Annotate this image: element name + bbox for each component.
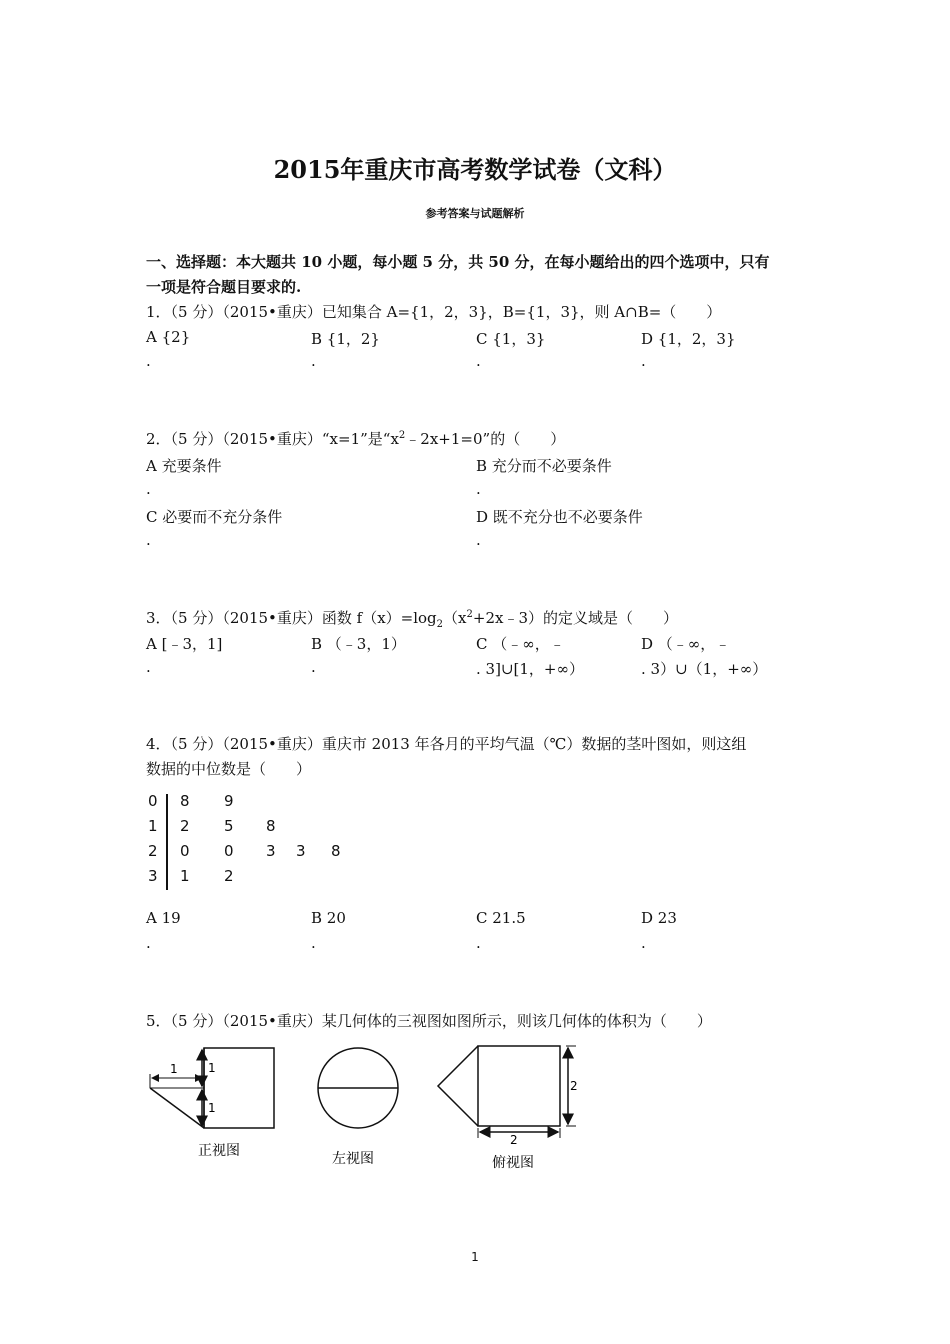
side-view [318,1048,398,1167]
top-view [438,1046,578,1171]
option-dot: . [476,531,481,549]
leaf-value: 8 [266,817,276,835]
leaf-value: 3 [266,842,276,860]
front-dim-height-2: 1 [208,1101,216,1115]
option-dot: . [146,531,151,549]
question-3-option-d: D （﹣∞，﹣ [641,635,731,653]
top-view-label: 俯视图 [492,1155,534,1171]
question-1-option-b: B {1，2} [311,330,380,348]
leaf-value: 2 [180,817,190,835]
front-dim-width: 1 [170,1062,178,1076]
stem-leaf-plot [146,792,366,892]
leaf-value: 1 [180,867,190,885]
option-dot: . [641,934,646,952]
leaf-value: 9 [224,792,234,810]
stem-value: 1 [148,817,158,835]
stem-value: 2 [148,842,158,860]
leaf-value: 3 [296,842,306,860]
section-heading-line1: 一、选择题：本大题共 10 小题，每小题 5 分，共 50 分，在每小题给出的四个选项中，只有 [146,253,770,271]
stem-value: 3 [148,867,158,885]
option-dot: . [641,352,646,370]
option-dot: . [146,480,151,498]
front-view [150,1048,274,1159]
side-view-label: 左视图 [332,1151,374,1167]
page-number: 1 [471,1250,479,1264]
question-4-option-d: D 23 [641,909,677,927]
question-2-option-a: A 充要条件 [146,457,222,475]
section-heading-line2: 一项是符合题目要求的. [146,278,302,296]
page-title: 2015年重庆市高考数学试卷（文科） [273,155,677,184]
leaf-value: 0 [180,842,190,860]
question-4-option-a: A 19 [146,909,181,927]
stem-leaf-divider [166,794,168,890]
option-dot: . [146,934,151,952]
option-dot: . [476,934,481,952]
front-view-label: 正视图 [198,1143,240,1159]
option-dot: . [311,658,316,676]
question-3-option-c-continued: . 3]∪[1，+∞） [476,660,584,678]
question-1-option-c: C {1，3} [476,330,546,348]
question-1-option-d: D {1，2，3} [641,330,736,348]
question-4-stem-line1: 4．（5 分）（2015•重庆）重庆市 2013 年各月的平均气温（℃）数据的茎叶图如，则这组 [146,735,747,753]
question-3-option-c: C （﹣∞，﹣ [476,635,565,653]
top-dim-height: 2 [570,1079,578,1093]
question-1-option-a: A {2} [146,328,191,346]
question-2-stem: 2．（5 分）（2015•重庆）“x=1”是“$x^2﹣2x+1=0$”的（ ） [146,430,566,448]
option-dot: . [311,934,316,952]
front-dim-height-1: 1 [208,1061,216,1075]
top-dim-width: 2 [510,1133,518,1147]
option-dot: . [146,352,151,370]
question-4-option-b: B 20 [311,909,346,927]
option-dot: . [311,352,316,370]
question-5-stem: 5．（5 分）（2015•重庆）某几何体的三视图如图所示，则该几何体的体积为（ ） [146,1012,712,1030]
question-2-option-b: B 充分而不必要条件 [476,457,612,475]
option-dot: . [146,658,151,676]
question-4-option-c: C 21.5 [476,909,526,927]
three-view-diagram [140,1040,590,1180]
question-2-option-d: D 既不充分也不必要条件 [476,508,643,526]
question-3-option-a: A [﹣3，1] [146,635,223,653]
leaf-value: 8 [180,792,190,810]
question-3-stem: 3．（5 分）（2015•重庆）函数 $f(x)=\log_2(x^2+2x﹣3)$的定义域是（ ） [146,609,678,630]
question-3-option-d-continued: . 3）∪（1，+∞） [641,660,768,678]
stem-value: 0 [148,792,158,810]
question-1-stem: 1．（5 分）（2015•重庆）已知集合 A={1，2，3}，B={1，3}，则 A∩B=（ ） [146,303,722,321]
leaf-value: 2 [224,867,234,885]
leaf-value: 5 [224,817,234,835]
page-subtitle: 参考答案与试题解析 [425,207,525,220]
option-dot: . [476,352,481,370]
question-3-option-b: B （﹣3，1） [311,635,406,653]
leaf-value: 8 [331,842,341,860]
question-2-option-c: C 必要而不充分条件 [146,508,283,526]
question-4-stem-line2: 数据的中位数是（ ） [146,760,312,778]
leaf-value: 0 [224,842,234,860]
option-dot: . [476,480,481,498]
